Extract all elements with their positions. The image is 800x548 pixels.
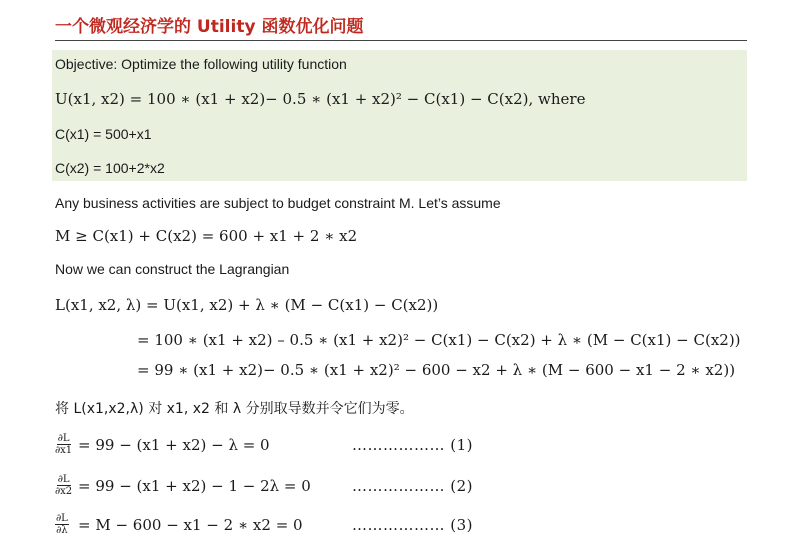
partial-derivative-x2 bbox=[55, 474, 72, 497]
constraint-equation: M ≥ C(x1) + C(x2) = 600 + x1 + 2 ∗ x2 bbox=[55, 227, 358, 245]
page-title: 一个微观经济学的 Utility 函数优化问题 bbox=[55, 17, 364, 37]
equation-2: = 99 − (x1 + x2) − 1 − 2λ = 0 bbox=[78, 477, 311, 495]
constraint-text: Any business activities are subject to budget constraint M. Let’s assume bbox=[55, 195, 501, 211]
partial-derivative-lambda bbox=[55, 513, 69, 536]
lagrangian-line-3: = 99 ∗ (x1 + x2)− 0.5 ∗ (x1 + x2)² − 600 − x2 + λ ∗ (M − 600 − x1 − 2 ∗ x2)) bbox=[137, 361, 736, 379]
cost-function-2: C(x2) = 100+2*x2 bbox=[55, 160, 165, 176]
lagrangian-line-1: L(x1, x2, λ) = U(x1, x2) + λ ∗ (M − C(x1) − C(x2)) bbox=[55, 296, 439, 314]
frac-denominator: ∂x1 bbox=[55, 445, 73, 456]
objective-intro: Objective: Optimize the following utility function bbox=[55, 56, 347, 72]
equation-1: = 99 − (x1 + x2) − λ = 0 bbox=[78, 436, 270, 454]
equation-3: = M − 600 − x1 − 2 ∗ x2 = 0 bbox=[78, 516, 303, 534]
lagrangian-text: Now we can construct the Lagrangian bbox=[55, 261, 290, 277]
frac-numerator: ∂L bbox=[57, 433, 70, 444]
utility-function: U(x1, x2) = 100 ∗ (x1 + x2)− 0.5 ∗ (x1 + x2)² − C(x1) − C(x2), where bbox=[55, 90, 586, 108]
lagrangian-line-2: = 100 ∗ (x1 + x2) – 0.5 ∗ (x1 + x2)² − C(x1) − C(x2) + λ ∗ (M − C(x1) − C(x2)) bbox=[137, 331, 741, 349]
cost-function-1: C(x1) = 500+x1 bbox=[55, 126, 152, 142]
derivative-instruction: 将 L(x1,x2,λ) 对 x1, x2 和 λ 分别取导数并令它们为零。 bbox=[55, 401, 414, 417]
equation-3-label: ……………… (3) bbox=[352, 516, 474, 534]
frac-denominator: ∂λ bbox=[56, 525, 68, 536]
equation-1-label: ……………… (1) bbox=[352, 436, 474, 454]
frac-numerator: ∂L bbox=[57, 474, 70, 485]
frac-denominator: ∂x2 bbox=[55, 486, 73, 497]
partial-derivative-x1 bbox=[55, 433, 72, 456]
equation-2-label: ……………… (2) bbox=[352, 477, 474, 495]
frac-numerator: ∂L bbox=[56, 513, 68, 524]
title-divider bbox=[55, 40, 747, 41]
